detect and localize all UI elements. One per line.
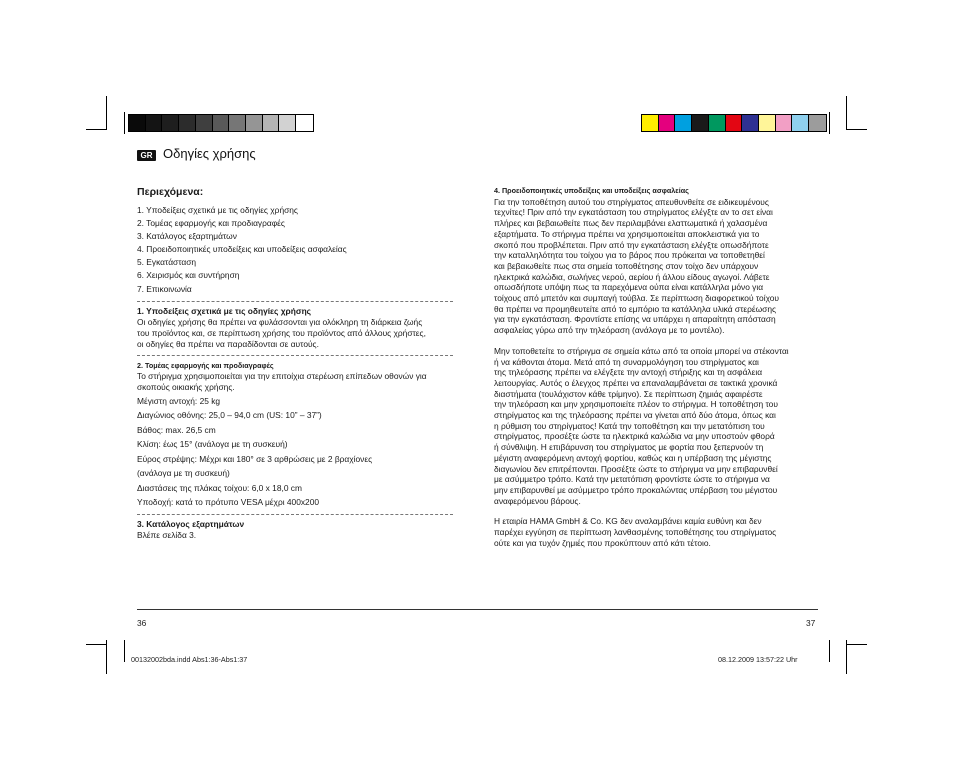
crop-mark [106, 640, 107, 674]
section-2-text [137, 371, 453, 393]
color-swatch [675, 115, 692, 131]
text-line: Οι οδηγίες χρήσης θα πρέπει να φυλάσσονται για ολόκληρη τη διάρκεια ζωής [137, 316, 423, 327]
grayscale-color-bar [128, 114, 314, 132]
text-line: με ασύμμετρο τρόπο. Κατά την μετατόπιση φροντίστε ώστε το στήριγμα να [494, 474, 770, 485]
language-badge: GR [137, 150, 156, 161]
crop-mark [124, 112, 125, 134]
crop-mark [846, 644, 867, 645]
liability-paragraph [494, 516, 824, 548]
text-line: ή να κάθονται άτομα. Μετά από τη συναρμολόγηση του στηρίγματος και [494, 356, 759, 367]
color-swatch [642, 115, 659, 131]
crop-mark [124, 640, 125, 662]
text-line: τοίχους από μπετόν και συμπαγή τούβλα. Σε περίπτωση διαφορετικού τοίχου [494, 293, 779, 304]
color-swatch [146, 115, 163, 131]
spec-item: (ανάλογα με τη συσκευή) [137, 468, 230, 479]
print-timestamp: 08.12.2009 13:57:22 Uhr [718, 655, 798, 664]
color-swatch [213, 115, 230, 131]
footer-rule-left [137, 609, 477, 610]
text-line: λειτουργίας. Αυτός ο έλεγχος πρέπει να επαναλαμβάνεται σε τακτικά χρονικά [494, 377, 778, 388]
color-swatch [742, 115, 759, 131]
crop-mark [846, 640, 847, 674]
color-swatch [659, 115, 676, 131]
toc-item: 6. Χειρισμός και συντήρηση [137, 270, 240, 281]
text-line: μέγιστη αναφερόμενη αντοχή φορτίου, καθώς και η υπέρβαση της μέγιστης [494, 452, 772, 463]
file-info: 00132002bda.indd Abs1:36-Abs1:37 [131, 655, 248, 664]
color-swatch [809, 115, 826, 131]
color-swatch [692, 115, 709, 131]
crop-mark [829, 112, 830, 134]
footer-rule-right [477, 609, 818, 610]
spec-item: Εύρος στρέψης: Μέχρι και 180° σε 3 αρθρώσεις με 2 βραχίονες [137, 453, 373, 464]
text-line: για την εγκατάσταση. Φροντίστε επίσης να υπάρχει η απαραίτητη απόσταση [494, 314, 776, 325]
text-line: η ρύθμιση του στηρίγματος! Κατά την τοποθέτηση και την μετατόπιση του [494, 420, 765, 431]
text-line: Η εταιρία HAMA GmbH & Co. KG δεν αναλαμβάνει καμία ευθύνη και δεν [494, 516, 762, 527]
section-1-title: 1. Υποδείξεις σχετικά με τις οδηγίες χρήσης [137, 305, 312, 316]
text-line: στηρίγματος, προσέξτε ώστε τα ηλεκτρικά καλώδια να μην υποστούν φθορά [494, 431, 775, 442]
color-swatch [279, 115, 296, 131]
section-separator [137, 514, 453, 515]
color-swatch [776, 115, 793, 131]
safety-paragraph-1 [494, 197, 824, 336]
toc-item: 7. Επικοινωνία [137, 283, 192, 294]
safety-paragraph-2 [494, 346, 824, 507]
text-line: την καταλληλότητα του τοίχου για το βάρος που πρόκειται να τοποθετηθεί [494, 250, 765, 261]
crop-mark [829, 640, 830, 662]
toc-title: Περιεχόμενα: [137, 186, 204, 198]
color-swatch [179, 115, 196, 131]
text-line: διαστήματα (τουλάχιστον κάθε τρίμηνο). Σε περίπτωση ζημιάς αφαιρέστε [494, 388, 763, 399]
left-column [137, 186, 453, 541]
section-2-title: 2. Τομέας εφαρμογής και προδιαγραφές [137, 360, 274, 370]
color-swatch [196, 115, 213, 131]
page-number-right: 37 [806, 618, 816, 628]
color-swatch [229, 115, 246, 131]
specifications-list [137, 396, 453, 509]
crop-mark [86, 129, 107, 130]
spec-item: Διαγώνιος οθόνης: 25,0 – 94,0 cm (US: 10” – 37”) [137, 410, 322, 421]
text-line: παρέχει εγγύηση σε περίπτωση λανθασμένης τοποθέτησης του στηρίγματος [494, 527, 777, 538]
text-line: τεχνίτες! Πριν από την εγκατάσταση του στηρίγματος ελέγξτε αν το σετ είναι [494, 207, 773, 218]
toc-list [137, 204, 453, 296]
text-line: Για την τοποθέτηση αυτού του στηρίγματος απευθυνθείτε σε ειδικευμένους [494, 196, 769, 207]
section-separator [137, 301, 453, 302]
text-line: ή σύνθλιψη. Η επιβάρυνση του στηρίγματος με φορτία που ξεπερνούν τη [494, 442, 764, 453]
toc-item: 2. Τομέας εφαρμογής και προδιαγραφές [137, 218, 285, 229]
text-line: αναφερόμενου βάρους. [494, 495, 581, 506]
text-line: της τηλεόρασης πρέπει να ελέγξετε την αντοχή στήριξης και τη ασφάλεια [494, 367, 763, 378]
crop-mark [106, 96, 107, 130]
spec-item: Διαστάσεις της πλάκας τοίχου: 6,0 x 18,0 cm [137, 482, 302, 493]
text-line: θα πρέπει να προμηθευτείτε από το εμπόριο τα κατάλληλα υλικά στερέωσης [494, 303, 777, 314]
text-line: στηρίγματος και της τηλεόρασης πρέπει να γίνεται από δύο άτομα, όπως και [494, 410, 776, 421]
cmyk-color-bar [641, 114, 827, 132]
spec-item: Μέγιστη αντοχή: 25 kg [137, 395, 221, 406]
section-3-title: 3. Κατάλογος εξαρτημάτων [137, 518, 245, 529]
text-line: εξαρτήματα. Το στήριγμα πρέπει να χρησιμοποιείται αποκλειστικά για το [494, 228, 760, 239]
color-swatch [246, 115, 263, 131]
text-line: Μην τοποθετείτε το στήριγμα σε σημεία κάτω από τα οποία μπορεί να στέκονται [494, 345, 789, 356]
text-line: του προϊόντος και, σε περίπτωση χρήσης του προϊόντος από άλλους χρήστες, [137, 327, 426, 338]
page-title: Οδηγίες χρήσης [163, 146, 256, 161]
text-line: και βεβαιωθείτε πως στα σημεία τοποθέτησης στον τοίχο δεν υπάρχουν [494, 260, 759, 271]
color-swatch [263, 115, 280, 131]
color-swatch [296, 115, 313, 131]
text-line: ηλεκτρικά καλώδια, σωλήνες νερού, αερίου ή άλλου είδους αγωγοί. Λάβετε [494, 271, 770, 282]
text-line: οι οδηγίες θα πρέπει να παραδίδονται σε αυτούς. [137, 338, 319, 349]
text-line: σκοπό που προβλέπεται. Πριν από την εγκατάσταση ελέγξτε οπωσδήποτε [494, 239, 769, 250]
toc-item: 4. Προειδοποιητικές υποδείξεις και υποδείξεις ασφαλείας [137, 244, 347, 255]
right-column [494, 186, 824, 549]
text-line: σκοπούς οικιακής χρήσης. [137, 381, 235, 392]
crop-mark [846, 129, 867, 130]
toc-item: 3. Κατάλογος εξαρτημάτων [137, 231, 237, 242]
section-3-text: Βλέπε σελίδα 3. [137, 529, 197, 540]
color-swatch [129, 115, 146, 131]
text-line: οπωσδήποτε υπόψη πως τα παρεχόμενα ούπα είναι κατάλληλα μόνο για [494, 282, 764, 293]
color-swatch [162, 115, 179, 131]
color-swatch [759, 115, 776, 131]
text-line: ασφαλείας γύρω από την τηλεόραση (ανάλογα με το μοντέλο). [494, 325, 725, 336]
text-line: πλήρες και βεβαιωθείτε πως δεν περιλαμβάνει ελαττωματικά ή χαλασμένα [494, 218, 768, 229]
section-1-text [137, 317, 453, 350]
text-line: ούτε και για τυχόν ζημιές που προκύπτουν από κάτι τέτοιο. [494, 537, 711, 548]
text-line: Το στήριγμα χρησιμοποιείται για την επιτοίχια στερέωση επίπεδων οθονών για [137, 370, 427, 381]
crop-mark [86, 644, 107, 645]
spec-item: Υποδοχή: κατά το πρότυπο VESA μέχρι 400x200 [137, 497, 320, 508]
spec-item: Κλίση: έως 15° (ανάλογα με τη συσκευή) [137, 439, 288, 450]
section-separator [137, 355, 453, 356]
color-swatch [709, 115, 726, 131]
spec-item: Βάθος: max. 26,5 cm [137, 424, 216, 435]
text-line: την τηλεόραση και μην χρησιμοποιείτε πλέον το στήριγμα. Η τοποθέτηση του [494, 399, 778, 410]
color-swatch [726, 115, 743, 131]
section-4-title: 4. Προειδοποιητικές υποδείξεις και υποδείξεις ασφαλείας [494, 186, 689, 195]
text-line: διαγωνίου δεν επιτρέπονται. Προσέξτε ώστε το στήριγμα να μην επιβαρυνθεί [494, 463, 778, 474]
toc-item: 5. Εγκατάσταση [137, 257, 197, 268]
crop-mark [846, 96, 847, 130]
toc-item: 1. Υποδείξεις σχετικά με τις οδηγίες χρήσης [137, 205, 298, 215]
text-line: μην επιβαρυνθεί με ασύμμετρο τρόπο προκαλώντας υπέρβαση του μέγιστου [494, 484, 778, 495]
color-swatch [792, 115, 809, 131]
page-number-left: 36 [137, 618, 147, 628]
